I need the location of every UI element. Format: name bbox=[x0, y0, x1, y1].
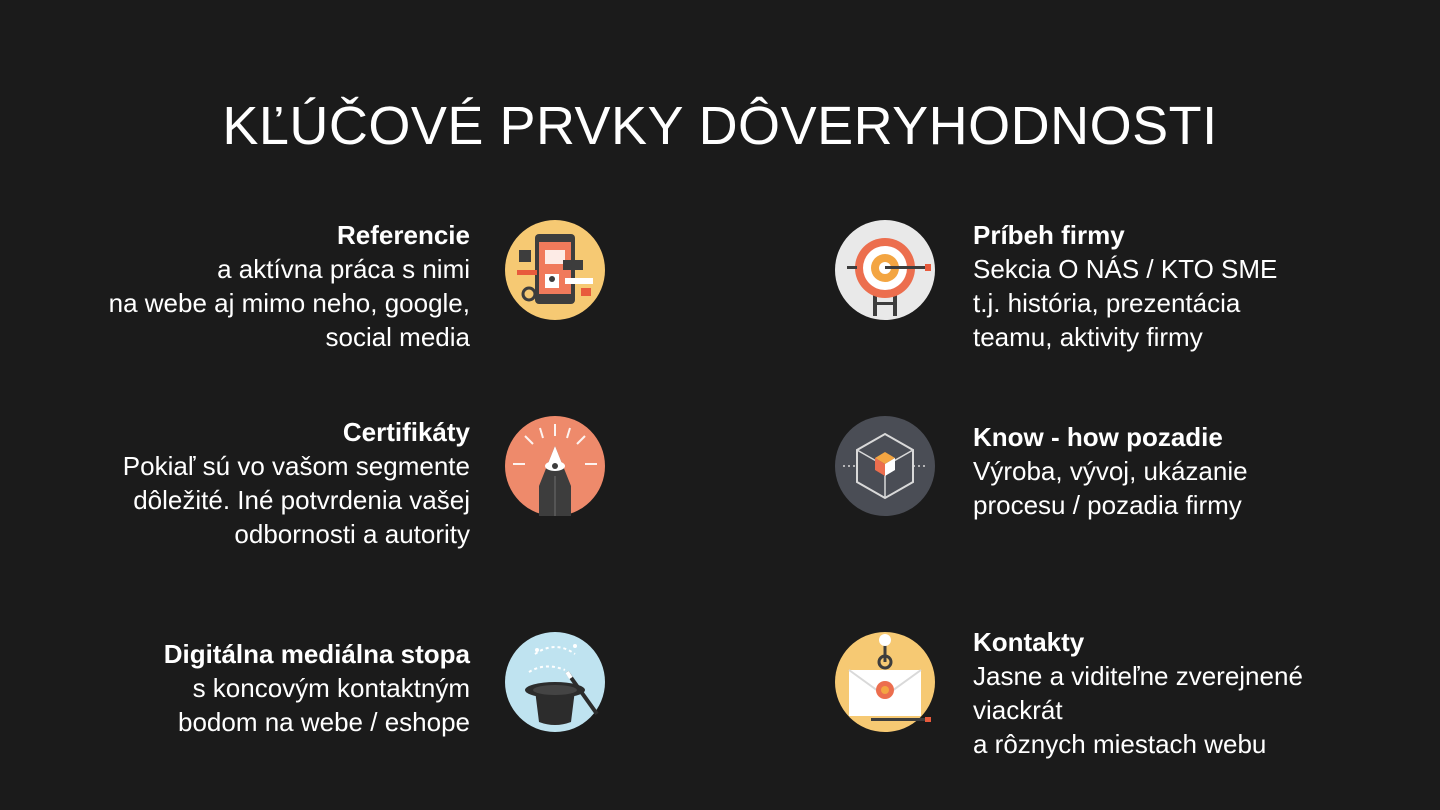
envelope-icon bbox=[835, 632, 935, 732]
item-line: Pokiaľ sú vo vašom segmente bbox=[122, 451, 470, 481]
item-heading: Know - how pozadie bbox=[973, 422, 1223, 452]
page-title: KĽÚČOVÉ PRVKY DÔVERYHODNOSTI bbox=[222, 96, 1218, 156]
item-line: a rôznych miestach webu bbox=[973, 729, 1267, 759]
item-line: social media bbox=[325, 322, 470, 352]
item-line: Výroba, vývoj, ukázanie bbox=[973, 456, 1248, 486]
item-referencie bbox=[109, 218, 470, 354]
pencil-eye-icon bbox=[505, 416, 605, 516]
item-line: bodom na webe / eshope bbox=[178, 707, 470, 737]
magic-hat-icon bbox=[505, 632, 605, 732]
item-heading: Referencie bbox=[337, 220, 470, 250]
item-line: t.j. história, prezentácia bbox=[973, 288, 1241, 318]
item-line: Sekcia O NÁS / KTO SME bbox=[973, 254, 1278, 284]
mobile-app-icon bbox=[505, 220, 605, 320]
item-heading: Certifikáty bbox=[342, 417, 470, 447]
item-line: na webe aj mimo neho, google, bbox=[108, 288, 470, 318]
item-line: odbornosti a autority bbox=[234, 519, 470, 549]
item-certifikaty bbox=[123, 415, 470, 551]
item-know-how bbox=[973, 420, 1248, 522]
item-line: s koncovým kontaktným bbox=[192, 673, 470, 703]
item-line: a aktívna práca s nimi bbox=[217, 254, 470, 284]
item-heading: Kontakty bbox=[973, 627, 1085, 657]
item-heading: Príbeh firmy bbox=[973, 220, 1125, 250]
item-pribeh-firmy bbox=[973, 218, 1277, 354]
item-line: dôležité. Iné potvrdenia vašej bbox=[133, 485, 470, 515]
item-line: viackrát bbox=[973, 695, 1063, 725]
item-line: Jasne a viditeľne zverejnené bbox=[973, 661, 1303, 691]
item-heading: Digitálna mediálna stopa bbox=[163, 639, 470, 669]
target-icon bbox=[835, 220, 935, 320]
cube-icon bbox=[835, 416, 935, 516]
item-line: procesu / pozadia firmy bbox=[973, 490, 1242, 520]
item-line: teamu, aktivity firmy bbox=[973, 322, 1203, 352]
item-digitalna-stopa bbox=[164, 637, 470, 739]
item-kontakty bbox=[973, 625, 1303, 761]
